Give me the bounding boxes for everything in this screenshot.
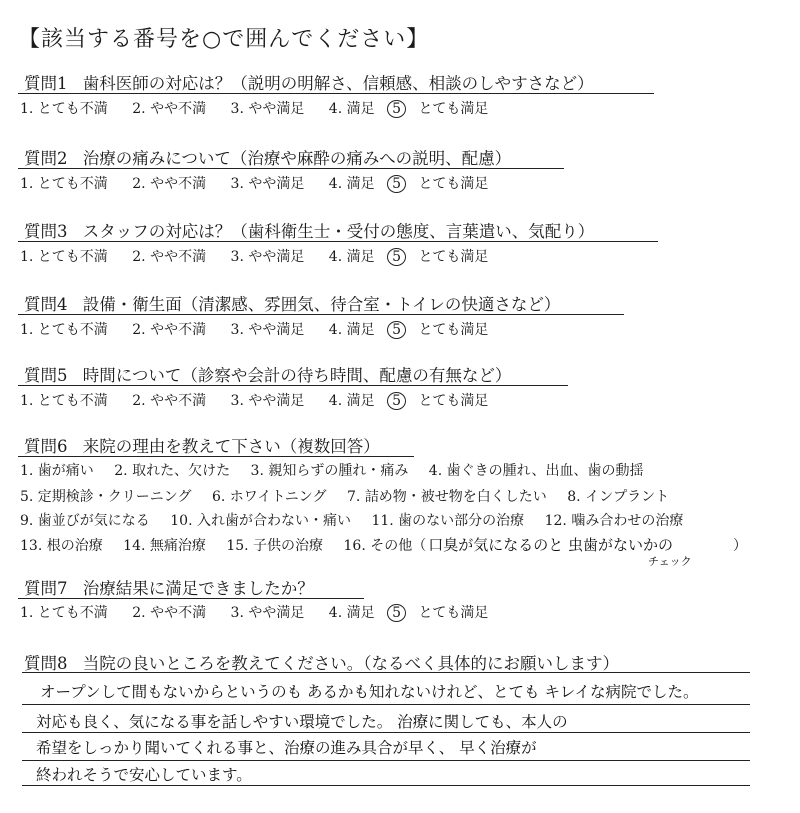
- underline: [18, 241, 658, 242]
- option-4[interactable]: 4. 満足: [328, 101, 375, 117]
- question-text: 来院の理由を教えて下さい（複数回答）: [82, 437, 380, 456]
- q6-options-row-2: [20, 486, 685, 506]
- q8-answer-line-4[interactable]: 終われそうで安心しています。: [36, 766, 252, 784]
- option-3[interactable]: 3. やや満足: [230, 605, 305, 621]
- underline: [18, 385, 568, 386]
- underline: [18, 314, 624, 315]
- option-5-circled[interactable]: 5: [387, 175, 406, 193]
- question-number: 質問4: [24, 295, 68, 314]
- q6-option[interactable]: 11. 歯のない部分の治療: [371, 513, 525, 529]
- question-2: [24, 145, 511, 169]
- option-2[interactable]: 2. やや不満: [132, 322, 207, 338]
- q6-option-other[interactable]: 16. その他（: [343, 538, 427, 554]
- answer-scale-q3: [20, 246, 508, 266]
- question-number: 質問6: [24, 437, 68, 456]
- question-text: 歯科医師の対応は？（説明の明解さ、信頼感、相談のしやすさなど）: [82, 74, 594, 93]
- option-5-label: とても満足: [418, 176, 489, 192]
- q8-answer-line-2[interactable]: 対応も良く、気になる事を話しやすい環境でした。 治療に関しても、本人の: [36, 713, 568, 731]
- question-5: [24, 362, 511, 386]
- q6-option[interactable]: 10. 入れ歯が合わない・痛い: [170, 513, 351, 529]
- q6-options-row-1: [20, 460, 659, 480]
- question-8: [24, 650, 619, 674]
- option-3[interactable]: 3. やや満足: [230, 101, 305, 117]
- question-number: 質問7: [24, 579, 68, 598]
- q8-answer-line-3[interactable]: 希望をしっかり聞いてくれる事と、治療の進み具合が早く、 早く治療が: [36, 739, 537, 757]
- q6-option[interactable]: 15. 子供の治療: [226, 538, 324, 554]
- option-3[interactable]: 3. やや満足: [230, 393, 305, 409]
- option-2[interactable]: 2. やや不満: [132, 101, 207, 117]
- option-5-label: とても満足: [418, 322, 489, 338]
- option-5-label: とても満足: [418, 101, 489, 117]
- q6-option[interactable]: 4. 歯ぐきの腫れ、出血、歯の動揺: [428, 463, 644, 479]
- question-text: 治療結果に満足できましたか？: [82, 579, 314, 598]
- underline: [18, 168, 564, 169]
- question-number: 質問8: [24, 654, 68, 673]
- question-text: 時間について（診察や会計の待ち時間、配慮の有無など）: [82, 366, 512, 385]
- q6-option[interactable]: 7. 詰め物・被せ物を白くしたい: [347, 489, 547, 505]
- option-1[interactable]: 1. とても不満: [20, 322, 108, 338]
- option-5-circled[interactable]: 5: [387, 100, 406, 118]
- question-text: 設備・衛生面（清潔感、雰囲気、待合室・トイレの快適さなど）: [82, 295, 561, 314]
- option-4[interactable]: 4. 満足: [328, 249, 375, 265]
- q6-option[interactable]: 13. 根の治療: [20, 538, 103, 554]
- answer-line: [22, 704, 750, 705]
- answer-line: [22, 785, 750, 786]
- q6-option[interactable]: 2. 取れた、欠けた: [114, 463, 231, 479]
- answer-scale-q4: [20, 319, 508, 339]
- question-number: 質問2: [24, 149, 68, 168]
- q6-options-row-4: [20, 534, 747, 555]
- option-4[interactable]: 4. 満足: [328, 605, 375, 621]
- question-text: 治療の痛みについて（治療や麻酔の痛みへの説明、配慮）: [82, 149, 512, 168]
- underline: [18, 598, 364, 599]
- option-3[interactable]: 3. やや満足: [230, 249, 305, 265]
- q6-option[interactable]: 12. 噛み合わせの治療: [544, 513, 684, 529]
- answer-line: [22, 760, 750, 761]
- option-5-label: とても満足: [418, 605, 489, 621]
- option-5-circled[interactable]: 5: [387, 604, 406, 622]
- question-text: スタッフの対応は？（歯科衛生士・受付の態度、言葉遣い、気配り）: [82, 222, 595, 241]
- option-5-circled[interactable]: 5: [387, 321, 406, 339]
- q6-option[interactable]: 5. 定期検診・クリーニング: [20, 489, 192, 505]
- option-5-label: とても満足: [418, 249, 489, 265]
- question-number: 質問5: [24, 366, 68, 385]
- question-1: [24, 70, 594, 94]
- option-4[interactable]: 4. 満足: [328, 322, 375, 338]
- answer-line: [22, 732, 750, 733]
- question-number: 質問3: [24, 222, 68, 241]
- option-1[interactable]: 1. とても不満: [20, 176, 108, 192]
- option-2[interactable]: 2. やや不満: [132, 393, 207, 409]
- question-7: [24, 575, 314, 599]
- answer-line: [22, 672, 750, 673]
- q6-other-handwritten[interactable]: 口臭が気になるのと 虫歯がないかの: [428, 536, 674, 554]
- option-3[interactable]: 3. やや満足: [230, 322, 305, 338]
- q6-other-note: チェック: [648, 555, 692, 568]
- option-1[interactable]: 1. とても不満: [20, 101, 108, 117]
- option-1[interactable]: 1. とても不満: [20, 605, 108, 621]
- q6-option[interactable]: 6. ホワイトニング: [211, 489, 327, 505]
- option-2[interactable]: 2. やや不満: [132, 176, 207, 192]
- option-5-circled[interactable]: 5: [387, 392, 406, 410]
- option-2[interactable]: 2. やや不満: [132, 249, 207, 265]
- answer-scale-q2: [20, 173, 508, 193]
- q6-option[interactable]: 1. 歯が痛い: [20, 463, 94, 479]
- question-number: 質問1: [24, 74, 68, 93]
- underline: [18, 93, 654, 94]
- q6-option[interactable]: 9. 歯並びが気になる: [20, 513, 150, 529]
- option-2[interactable]: 2. やや不満: [132, 605, 207, 621]
- answer-scale-q5: [20, 390, 508, 410]
- option-4[interactable]: 4. 満足: [328, 176, 375, 192]
- q6-option[interactable]: 8. インプラント: [567, 489, 670, 505]
- option-4[interactable]: 4. 満足: [328, 393, 375, 409]
- answer-scale-q1: [20, 98, 508, 118]
- q6-option[interactable]: 3. 親知らずの腫れ・痛み: [250, 463, 409, 479]
- option-1[interactable]: 1. とても不満: [20, 249, 108, 265]
- q6-other-close: ）: [733, 538, 748, 554]
- q6-option[interactable]: 14. 無痛治療: [123, 538, 206, 554]
- underline: [18, 456, 414, 457]
- question-6: [24, 433, 380, 457]
- q6-options-row-3: [20, 510, 683, 530]
- option-5-label: とても満足: [418, 393, 489, 409]
- option-3[interactable]: 3. やや満足: [230, 176, 305, 192]
- question-4: [24, 291, 560, 315]
- question-text: 当院の良いところを教えてください。（なるべく具体的にお願いします）: [82, 654, 619, 673]
- page-heading: 【該当する番号を○で囲んでください】: [18, 27, 430, 52]
- option-5-circled[interactable]: 5: [387, 248, 406, 266]
- q8-answer-line-1[interactable]: オープンして間もないからというのも あるかも知れないけれど、とても キレイな病院でした。: [40, 683, 699, 701]
- question-3: [24, 218, 594, 242]
- answer-scale-q7: [20, 602, 508, 622]
- option-1[interactable]: 1. とても不満: [20, 393, 108, 409]
